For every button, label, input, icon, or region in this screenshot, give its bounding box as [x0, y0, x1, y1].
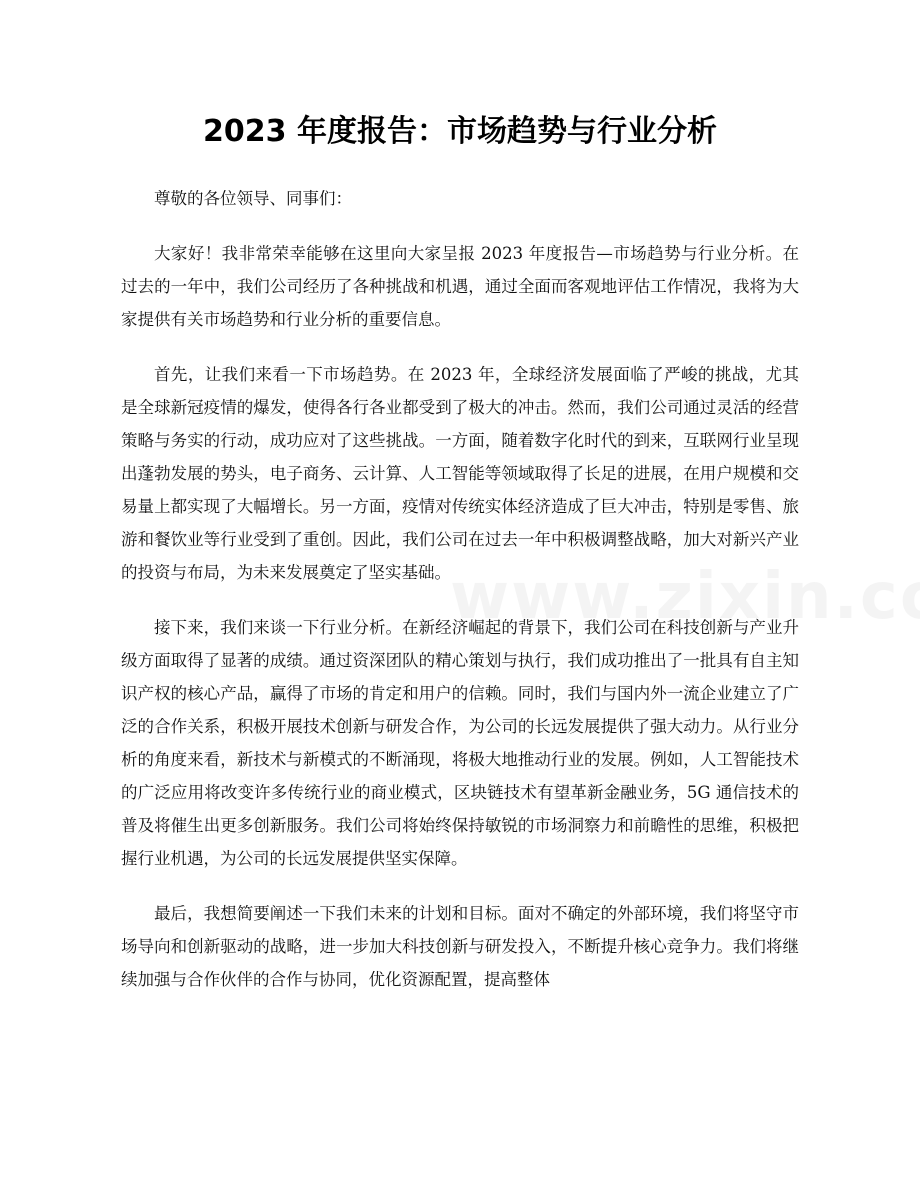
intro-paragraph: 大家好！我非常荣幸能够在这里向大家呈报 2023 年度报告—市场趋势与行业分析。在过去的一年中，我们公司经历了各种挑战和机遇，通过全面而客观地评估工作情况，我将为大家提供有关市场趋势和行业分析的重要信息。 — [121, 244, 799, 329]
market-trend-paragraph: 首先，让我们来看一下市场趋势。在 2023 年，全球经济发展面临了严峻的挑战，尤其是全球新冠疫情的爆发，使得各行各业都受到了极大的冲击。然而，我们公司通过灵活的经营策略与务实的行动，成功应对了这些挑战。一方面，随着数字化时代的到来，互联网行业呈现出蓬勃发展的势头，电子商务、云计算、人工智能等领域取得了长足的进展，在用户规模和交易量上都实现了大幅增长。另一方面，疫情对传统实体经济造成了巨大冲击，特别是零售、旅游和餐饮业等行业受到了重创。因此，我们公司在过去一年中积极调整战略，加大对新兴产业的投资与布局，为未来发展奠定了坚实基础。 — [121, 365, 799, 582]
future-plan-paragraph: 最后，我想简要阐述一下我们未来的计划和目标。面对不确定的外部环境，我们将坚守市场导向和创新驱动的战略，进一步加大科技创新与研发投入，不断提升核心竞争力。我们将继续加强与合作伙伴的合作与协同，优化资源配置，提高整体 — [121, 904, 799, 989]
salutation-paragraph: 尊敬的各位领导、同事们： — [154, 189, 352, 208]
document-title: 2023 年度报告：市场趋势与行业分析 — [203, 114, 717, 149]
document-body — [121, 182, 799, 1018]
industry-analysis-paragraph: 接下来，我们来谈一下行业分析。在新经济崛起的背景下，我们公司在科技创新与产业升级方面取得了显著的成绩。通过资深团队的精心策划与执行，我们成功推出了一批具有自主知识产权的核心产品，赢得了市场的肯定和用户的信赖。同时，我们与国内外一流企业建立了广泛的合作关系，积极开展技术创新与研发合作，为公司的长远发展提供了强大动力。从行业分析的角度来看，新技术与新模式的不断涌现，将极大地推动行业的发展。例如，人工智能技术的广泛应用将改变许多传统行业的商业模式，区块链技术有望革新金融业务，5G 通信技术的普及将催生出更多创新服务。我们公司将始终保持敏锐的市场洞察力和前瞻性的思维，积极把握行业机遇，为公司的长远发展提供坚实保障。 — [121, 618, 799, 868]
